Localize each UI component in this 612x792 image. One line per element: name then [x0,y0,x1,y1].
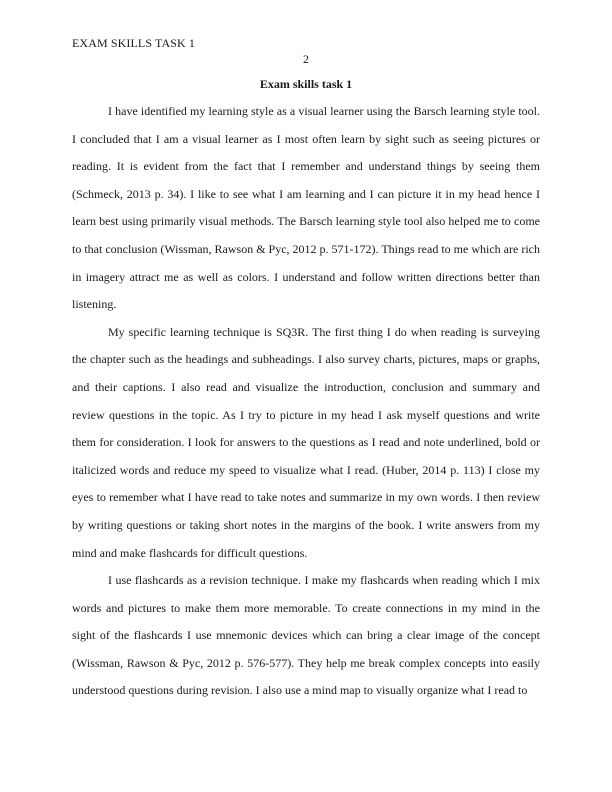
paragraph-learning-style: I have identified my learning style as a visual learner using the Barsch learning style tool. I concluded that I am a visual learner as I most often learn by sight such as seeing pictures or reading. It is evident from the fact that I remember and understand things by seeing them (Schmeck, 2013 p. 34). I like to see what I am learning and I can picture it in my head hence I learn best using primarily visual methods. The Barsch learning style tool also helped me to come to that conclusion (Wissman, Rawson & Pyc, 2012 p. 571-172). Things read to me which are rich in imagery attract me as well as colors. I understand and follow written directions better than listening. [72,104,540,312]
paragraph-revision-technique: I use flashcards as a revision technique. I make my flashcards when reading which I mix words and pictures to make them more memorable. To create connections in my mind in the sight of the flashcards I use mnemonic devices which can bring a clear image of the concept (Wissman, Rawson & Pyc, 2012 p. 576-577). They help me break complex concepts into easily understood questions during revision. I also use a mind map to visually organize what I read to [72,573,540,698]
page-number: 2 [303,52,309,66]
document-title: Exam skills task 1 [259,77,353,91]
body-text [72,98,540,705]
running-head: EXAM SKILLS TASK 1 [72,36,195,50]
paragraph-learning-technique: My specific learning technique is SQ3R. The first thing I do when reading is surveying the chapter such as the headings and subheadings. I also survey charts, pictures, maps or graphs, and their captions. I also read and visualize the introduction, conclusion and summary and review questions in the topic. As I try to picture in my head I ask myself questions and write them for consideration. I look for answers to the questions as I read and note underlined, bold or italicized words and reduce my speed to visualize what I read. (Huber, 2014 p. 113) I close my eyes to remember what I have read to take notes and summarize in my own words. I then review by writing questions or taking short notes in the margins of the book. I write answers from my mind and make flashcards for difficult questions. [72,324,540,560]
